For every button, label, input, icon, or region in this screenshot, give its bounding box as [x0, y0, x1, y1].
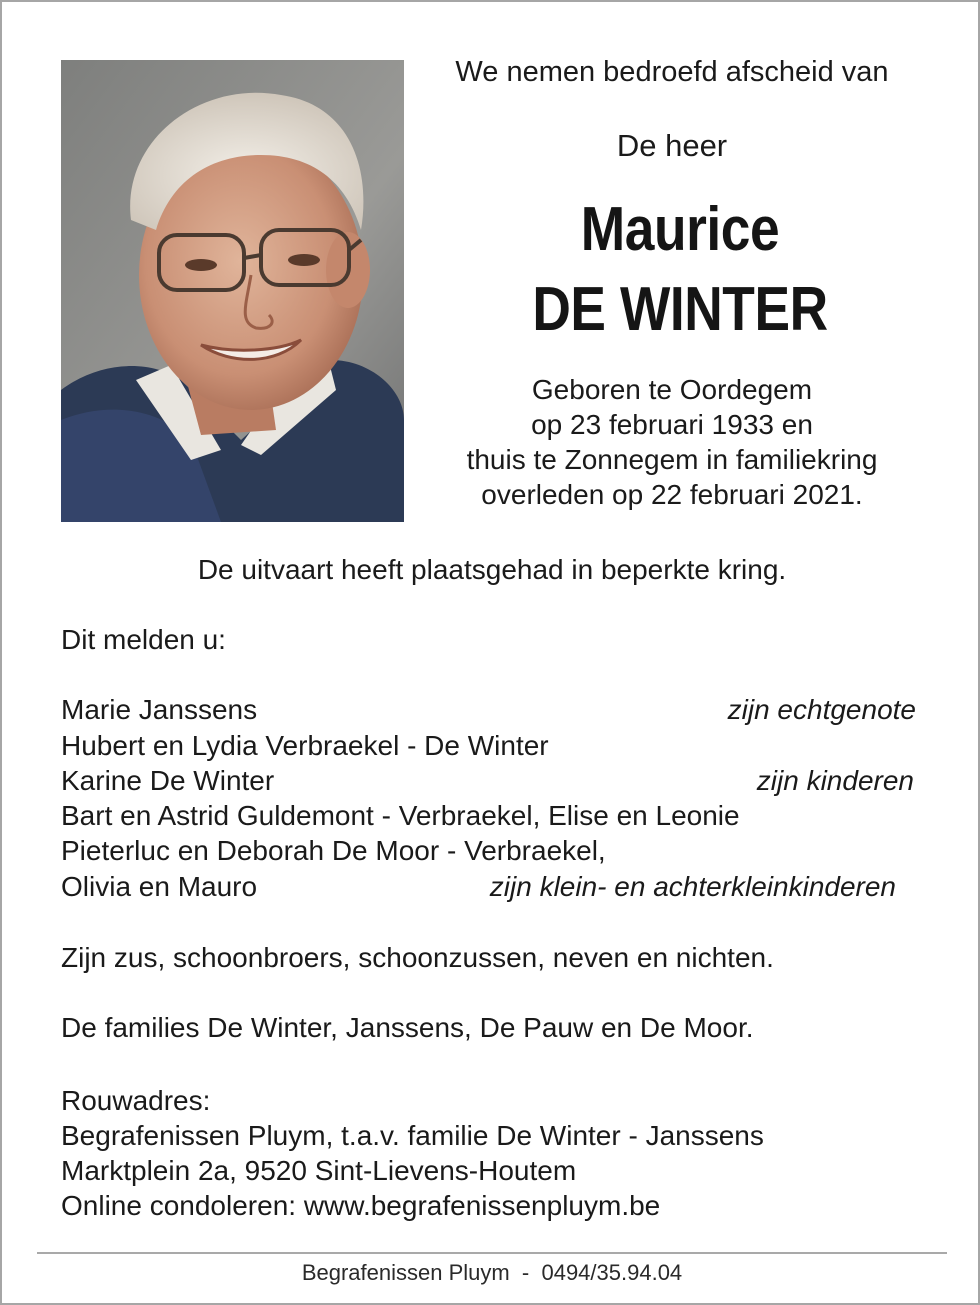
families-line: De families De Winter, Janssens, De Pauw en De Moor.	[61, 1012, 754, 1043]
footer-text: Begrafenissen Pluym - 0494/35.94.04	[301, 1260, 683, 1285]
footer-divider	[37, 1252, 947, 1254]
grandchildren-line: Olivia en Mauro	[61, 871, 258, 902]
spouse-role: zijn echtgenote	[727, 694, 916, 725]
first-name: Maurice	[580, 195, 780, 264]
child-name: Karine De Winter	[61, 765, 275, 796]
address-line: Marktplein 2a, 9520 Sint-Lievens-Houtem	[61, 1155, 577, 1186]
grandchildren-line: Bart en Astrid Guldemont - Verbraekel, Elise en Leonie	[61, 800, 740, 831]
relatives-line: Zijn zus, schoonbroers, schoonzussen, neven en nichten.	[61, 942, 774, 973]
spouse-name: Marie Janssens	[61, 694, 258, 725]
honorific: De heer	[616, 128, 728, 163]
birth-line: op 23 februari 1933 en	[531, 409, 813, 440]
grandchildren-role: zijn klein- en achterkleinkinderen	[489, 871, 896, 902]
address-label: Rouwadres:	[61, 1085, 211, 1116]
child-name: Hubert en Lydia Verbraekel - De Winter	[61, 730, 549, 761]
grandchildren-line: Pieterluc en Deborah De Moor - Verbraekel,	[61, 835, 606, 866]
intro-text: We nemen bedroefd afscheid van	[455, 56, 889, 88]
birth-line: thuis te Zonnegem in familiekring	[466, 444, 878, 475]
last-name: DE WINTER	[532, 275, 828, 344]
children-role: zijn kinderen	[756, 765, 914, 796]
portrait-illustration	[61, 60, 404, 522]
announce-label: Dit melden u:	[61, 624, 226, 655]
address-line: Begrafenissen Pluym, t.a.v. familie De Winter - Janssens	[61, 1120, 764, 1151]
condolence-link[interactable]: Online condoleren: www.begrafenissenpluym.be	[61, 1190, 661, 1221]
funeral-note: De uitvaart heeft plaatsgehad in beperkte kring.	[197, 554, 787, 585]
portrait-photo	[61, 60, 404, 522]
birth-line: Geboren te Oordegem	[531, 374, 813, 405]
birth-line: overleden op 22 februari 2021.	[481, 479, 863, 510]
birth-death-info	[422, 372, 922, 512]
